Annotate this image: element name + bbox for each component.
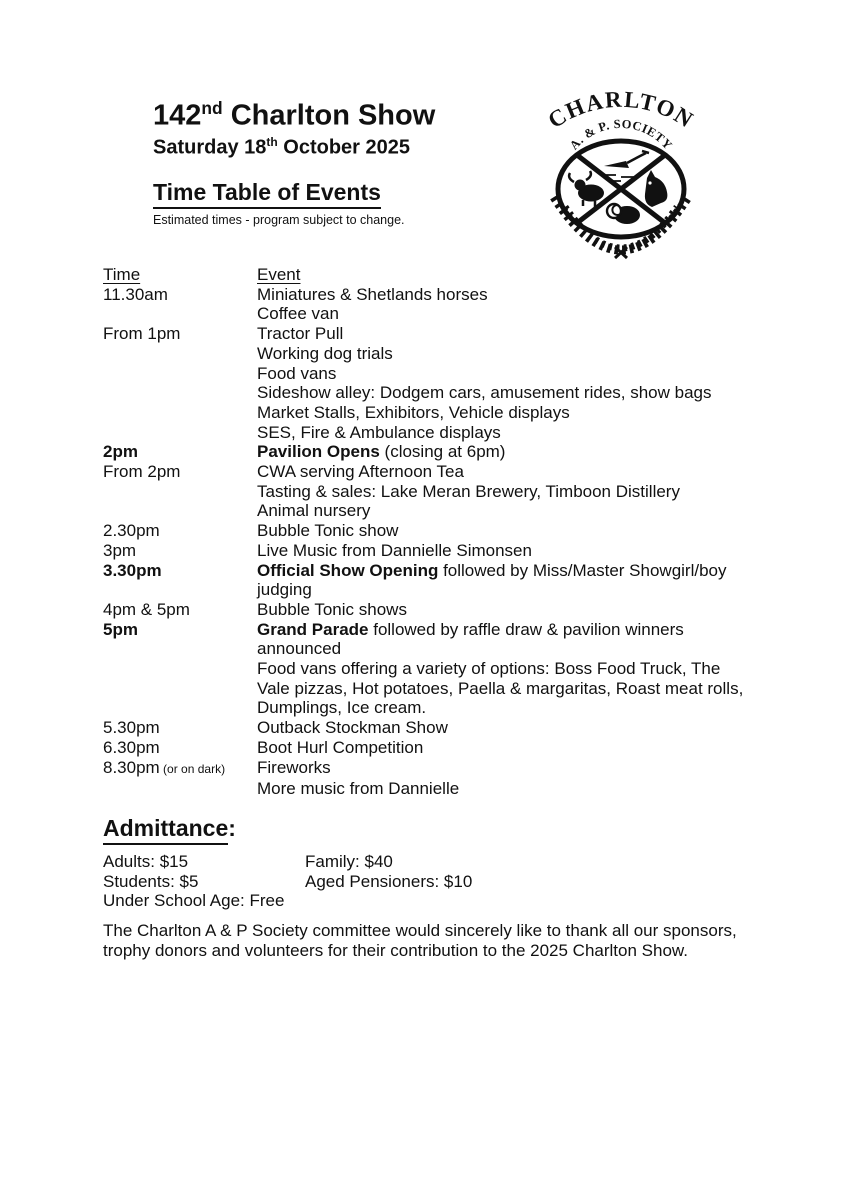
- logo-arc-bottom-text: A. & P. SOCIETY: [566, 116, 676, 153]
- society-crest-icon: [543, 79, 705, 267]
- timetable-time-cell: [103, 423, 257, 443]
- event-text: Tractor Pull: [257, 324, 344, 344]
- event-text: Market Stalls, Exhibitors, Vehicle displays: [257, 402, 570, 422]
- timetable-time-cell: 4pm & 5pm: [103, 599, 190, 619]
- timetable-event-cell: [257, 324, 751, 344]
- timetable-time-cell: [103, 659, 257, 718]
- admittance-price-left: Students: $5: [103, 871, 199, 891]
- event-text: Miniatures & Shetlands horses: [257, 284, 488, 304]
- laurel-wreath-icon: [554, 197, 688, 258]
- event-text: Fireworks: [257, 757, 331, 777]
- admittance-price-right: Family: $40: [305, 852, 393, 871]
- timetable-time-cell: [103, 403, 257, 423]
- timetable-event-cell: [257, 718, 751, 738]
- event-text: Bubble Tonic show: [257, 521, 399, 541]
- timetable-event-cell: [257, 779, 751, 799]
- timetable-time-cell: [103, 304, 257, 324]
- timetable-header-time: Time: [103, 265, 141, 284]
- event-text: Tasting & sales: Lake Meran Brewery, Timboon Distillery: [257, 481, 680, 501]
- timetable-time-cell: From 2pm: [103, 462, 181, 482]
- timetable-event-cell: [257, 659, 751, 718]
- admittance-price-right: Aged Pensioners: $10: [305, 871, 473, 891]
- logo-arc-top-text: CHARLTON: [543, 86, 699, 134]
- timetable-event-cell: [257, 364, 751, 384]
- timetable-event-cell: [257, 561, 751, 600]
- timetable-time-cell: [103, 364, 257, 384]
- timetable-event-cell: [257, 541, 751, 561]
- event-text-bold: Grand Parade: [257, 619, 369, 639]
- date-rest: October 2025: [277, 136, 411, 159]
- timetable-event-cell: [257, 501, 751, 521]
- event-text: Bubble Tonic shows: [257, 599, 407, 619]
- timetable-time-cell: From 1pm: [103, 324, 181, 344]
- timetable-event-cell: [257, 304, 751, 324]
- timetable-time-cell: 3pm: [103, 540, 137, 560]
- timetable-event-cell: [257, 462, 751, 482]
- event-text: Live Music from Dannielle Simonsen: [257, 540, 532, 560]
- event-text: More music from Dannielle: [257, 779, 460, 799]
- timetable-time-cell: 3.30pm: [103, 560, 162, 580]
- admittance-price-left: Adults: $15: [103, 852, 189, 871]
- admittance-section: [103, 815, 472, 911]
- timetable-event-cell: [257, 383, 751, 403]
- event-text: Sideshow alley: Dodgem cars, amusement rides, show bags: [257, 383, 712, 403]
- timetable-event-cell: [257, 285, 751, 305]
- timetable-time-cell: 11.30am: [103, 284, 168, 304]
- event-text: CWA serving Afternoon Tea: [257, 462, 464, 482]
- timetable-event-cell: [257, 521, 751, 541]
- timetable-time-cell: [103, 482, 257, 502]
- thanks-paragraph: The Charlton A & P Society committee would sincerely like to thank all our sponsors, trophy donors and volunteers for their contribution to the 2025 Charlton Show.: [103, 921, 737, 960]
- section-title: Time Table of Events: [153, 179, 435, 209]
- event-text: followed by Miss/Master Showgirl/boy judging: [257, 560, 727, 600]
- timetable-event-cell: [257, 482, 751, 502]
- timetable-time-cell: 2.30pm: [103, 521, 160, 541]
- event-text: Animal nursery: [257, 501, 371, 521]
- event-text: SES, Fire & Ambulance displays: [257, 422, 501, 442]
- timetable-time-cell: 2pm: [103, 442, 138, 462]
- timetable-header-event: Event: [257, 265, 301, 284]
- header: [153, 99, 435, 227]
- timetable-time-cell: 8.30pm (or on dark): [103, 757, 226, 777]
- timetable-event-cell: [257, 344, 751, 364]
- page-title: [153, 99, 435, 132]
- date-day: Saturday 18: [153, 136, 267, 159]
- title-number: 142: [153, 99, 202, 132]
- event-text: Coffee van: [257, 304, 339, 324]
- timetable-time-cell: [103, 501, 257, 521]
- timetable-time-cell: [103, 383, 257, 403]
- admittance-heading: Admittance:: [103, 815, 472, 845]
- timetable-event-cell: [257, 600, 751, 620]
- admittance-price-left: Under School Age: Free: [103, 891, 285, 911]
- event-text: Boot Hurl Competition: [257, 737, 424, 757]
- timetable-event-cell: [257, 620, 751, 659]
- event-text: Food vans: [257, 363, 337, 383]
- timetable-event-cell: [257, 758, 751, 780]
- bull-icon: [569, 171, 604, 207]
- timetable-time-cell: 6.30pm: [103, 737, 160, 757]
- timetable-time-cell: [103, 344, 257, 364]
- event-text: followed by raffle draw & pavilion winners announced: [257, 619, 684, 659]
- ram-icon: [607, 204, 640, 224]
- timetable-time-cell: 5pm: [103, 619, 138, 639]
- timetable-event-cell: [257, 442, 751, 462]
- timetable-event-cell: [257, 738, 751, 758]
- event-text: Outback Stockman Show: [257, 718, 448, 738]
- admittance-price-right: [305, 891, 472, 911]
- timetable-event-cell: [257, 403, 751, 423]
- section-subtitle: Estimated times - program subject to change.: [153, 212, 405, 227]
- event-text: Working dog trials: [257, 343, 393, 363]
- timetable-time-cell: 5.30pm: [103, 718, 160, 738]
- event-date: [153, 135, 435, 160]
- event-text-bold: Official Show Opening: [257, 560, 439, 580]
- admittance-prices: [103, 852, 472, 911]
- plough-icon: [604, 151, 649, 181]
- time-suffix: (or on dark): [159, 761, 226, 776]
- date-ordinal: th: [266, 135, 278, 150]
- title-text: Charlton Show: [222, 99, 436, 132]
- event-text: Food vans offering a variety of options: Boss Food Truck, The Vale pizzas, Hot potatoes, Paella & margaritas, Roast meat rolls, Dumplings, Ice cream.: [257, 659, 744, 718]
- event-text-bold: Pavilion Opens: [257, 442, 380, 462]
- event-text: (closing at 6pm): [379, 442, 506, 462]
- title-ordinal: nd: [201, 98, 223, 118]
- charlton-ap-society-logo: [543, 79, 705, 267]
- timetable-time-cell: [103, 779, 257, 799]
- timetable-event-cell: [257, 423, 751, 443]
- timetable: [103, 265, 751, 799]
- horse-icon: [645, 170, 668, 207]
